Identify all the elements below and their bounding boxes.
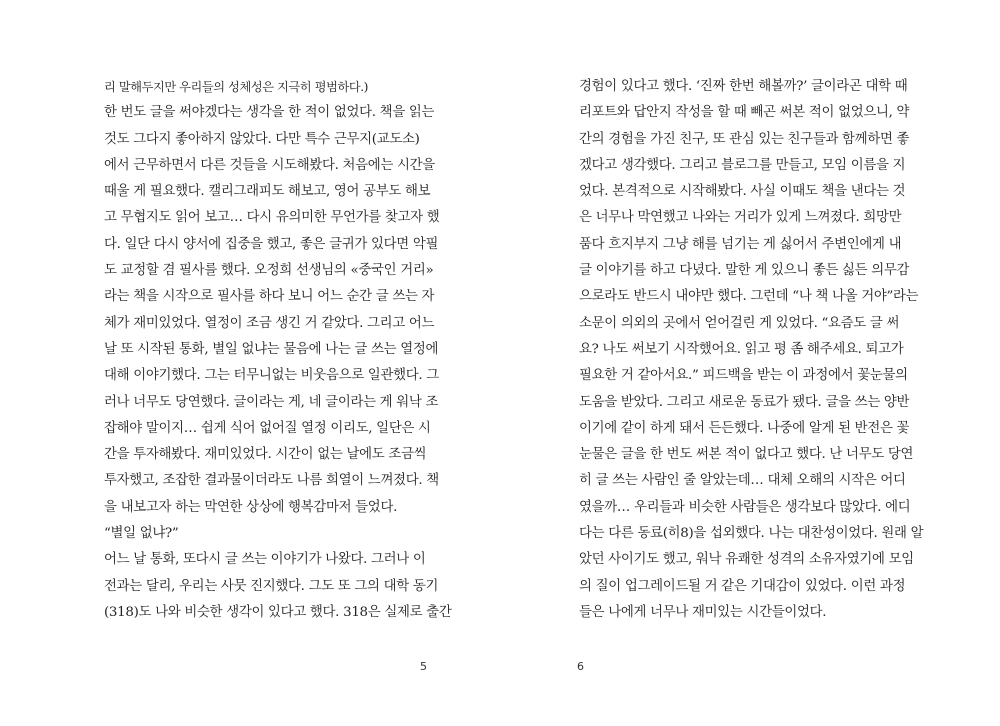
text-line: 요? 나도 써보기 시작했어요. 읽고 평 좀 해주세요. 퇴고가: [579, 341, 904, 357]
text-line: 잡해야 말이지… 쉽게 식어 없어질 열정 이리도, 일단은 시: [104, 420, 431, 436]
text-line: 도 교정할 겸 필사를 했다. 오정희 선생님의 «중국인 거리»: [104, 263, 434, 279]
text-line: 들은 나에게 너무나 재미있는 시간들이었다.: [579, 604, 827, 620]
text-line: 대해 이야기했다. 그는 터무니없는 비웃음으로 일관했다. 그: [104, 368, 439, 384]
text-line: 것도 그다지 좋아하지 않았다. 다만 특수 근무지(교도소): [104, 131, 420, 147]
text-line: “별일 없냐?”: [104, 526, 179, 542]
text-line: 은 너무나 막연했고 나와는 거리가 있게 느껴졌다. 희망만: [579, 210, 902, 226]
text-line: 의 질이 업그레이드될 거 같은 기대감이 있었다. 이런 과정: [579, 578, 906, 594]
text-line: 였을까… 우리들과 비슷한 사람들은 생각보다 많았다. 에디: [579, 499, 911, 515]
text-line: 품다 흐지부지 그냥 해를 넘기는 게 싫어서 주변인에게 내: [579, 236, 902, 252]
text-line: 라는 책을 시작으로 필사를 하다 보니 어느 순간 글 쓰는 자: [104, 289, 435, 305]
text-line: 도움을 받았다. 그리고 새로운 동료가 됐다. 글을 쓰는 양반: [579, 394, 910, 410]
text-line: 체가 재미있었다. 열정이 조금 생긴 거 같았다. 그리고 어느: [104, 315, 435, 331]
text-line: 다. 일단 다시 양서에 집중을 했고, 좋은 글귀가 있다면 악필: [104, 236, 439, 252]
text-line: 러나 너무도 당연했다. 글이라는 게, 네 글이라는 게 워낙 조: [104, 394, 439, 410]
left-page-text: [104, 74, 459, 626]
text-line: 리포트와 답안지 작성을 할 때 빼곤 써본 적이 없었으니, 약: [579, 105, 910, 121]
text-line: (318)도 나와 비슷한 생각이 있다고 했다. 318은 실제로 출간: [104, 604, 452, 620]
text-line: 필요한 거 같아서요.” 피드백을 받는 이 과정에서 꽃눈물의: [579, 368, 908, 384]
page-number: 5: [420, 660, 427, 673]
text-line: 었다. 본격적으로 시작해봤다. 사실 이때도 책을 낸다는 것: [579, 184, 906, 200]
text-line: 히 글 쓰는 사람인 줄 알았는데… 대체 오해의 시작은 어디: [579, 473, 906, 489]
text-line: 날 또 시작된 통화, 별일 없냐는 물음에 나는 글 쓰는 열정에: [104, 341, 439, 357]
text-line: 다는 다른 동료(히8)을 섭외했다. 나는 대찬성이었다. 원래 알: [579, 526, 924, 542]
right-page-text: [579, 74, 934, 626]
text-line: 경험이 있다고 했다. ‘진짜 한번 해볼까?’ 글이라곤 대학 때: [579, 79, 908, 94]
text-line: 겠다고 생각했다. 그리고 블로그를 만들고, 모임 이름을 지: [579, 157, 906, 173]
text-line: 간의 경험을 가진 친구, 또 관심 있는 친구들과 함께하면 좋: [579, 131, 910, 147]
text-line: 글 이야기를 하고 다녔다. 말한 게 있으니 좋든 싫든 의무감: [579, 263, 910, 279]
text-line: 리 말해두지만 우리들의 성체성은 지극히 평범하다.): [104, 80, 369, 94]
right-page: [500, 0, 1000, 726]
text-line: 전과는 달리, 우리는 사뭇 진지했다. 그도 또 그의 대학 동기: [104, 578, 439, 594]
text-line: 소문이 의외의 곳에서 얻어걸린 게 있었다. “요즘도 글 써: [579, 315, 900, 331]
page-number: 6: [577, 660, 584, 673]
text-line: 고 무협지도 읽어 보고… 다시 유의미한 무언가를 찾고자 했: [104, 210, 440, 226]
text-line: 눈물은 글을 한 번도 써본 적이 없다고 했다. 난 너무도 당연: [579, 447, 914, 463]
text-line: 았던 사이기도 했고, 워낙 유쾌한 성격의 소유자였기에 모임: [579, 552, 914, 568]
text-line: 이기에 같이 하게 돼서 든든했다. 나중에 알게 된 반전은 꽃: [579, 420, 910, 436]
text-line: 한 번도 글을 써야겠다는 생각을 한 적이 없었다. 책을 읽는: [104, 105, 435, 121]
text-line: 으로라도 반드시 내야만 했다. 그런데 “나 책 나올 거야”라는: [579, 289, 919, 305]
text-line: 간을 투자해봤다. 재미있었다. 시간이 없는 날에도 조금씩: [104, 447, 427, 463]
text-line: 투자했고, 조잡한 결과물이더라도 나름 희열이 느껴졌다. 책: [104, 473, 439, 489]
text-line: 에서 근무하면서 다른 것들을 시도해봤다. 처음에는 시간을: [104, 157, 435, 173]
text-line: 때울 게 필요했다. 캘리그래피도 해보고, 영어 공부도 해보: [104, 184, 431, 200]
text-line: 어느 날 통화, 또다시 글 쓰는 이야기가 나왔다. 그러나 이: [104, 552, 426, 568]
text-line: 을 내보고자 하는 막연한 상상에 행복감마저 들었다.: [104, 499, 398, 515]
